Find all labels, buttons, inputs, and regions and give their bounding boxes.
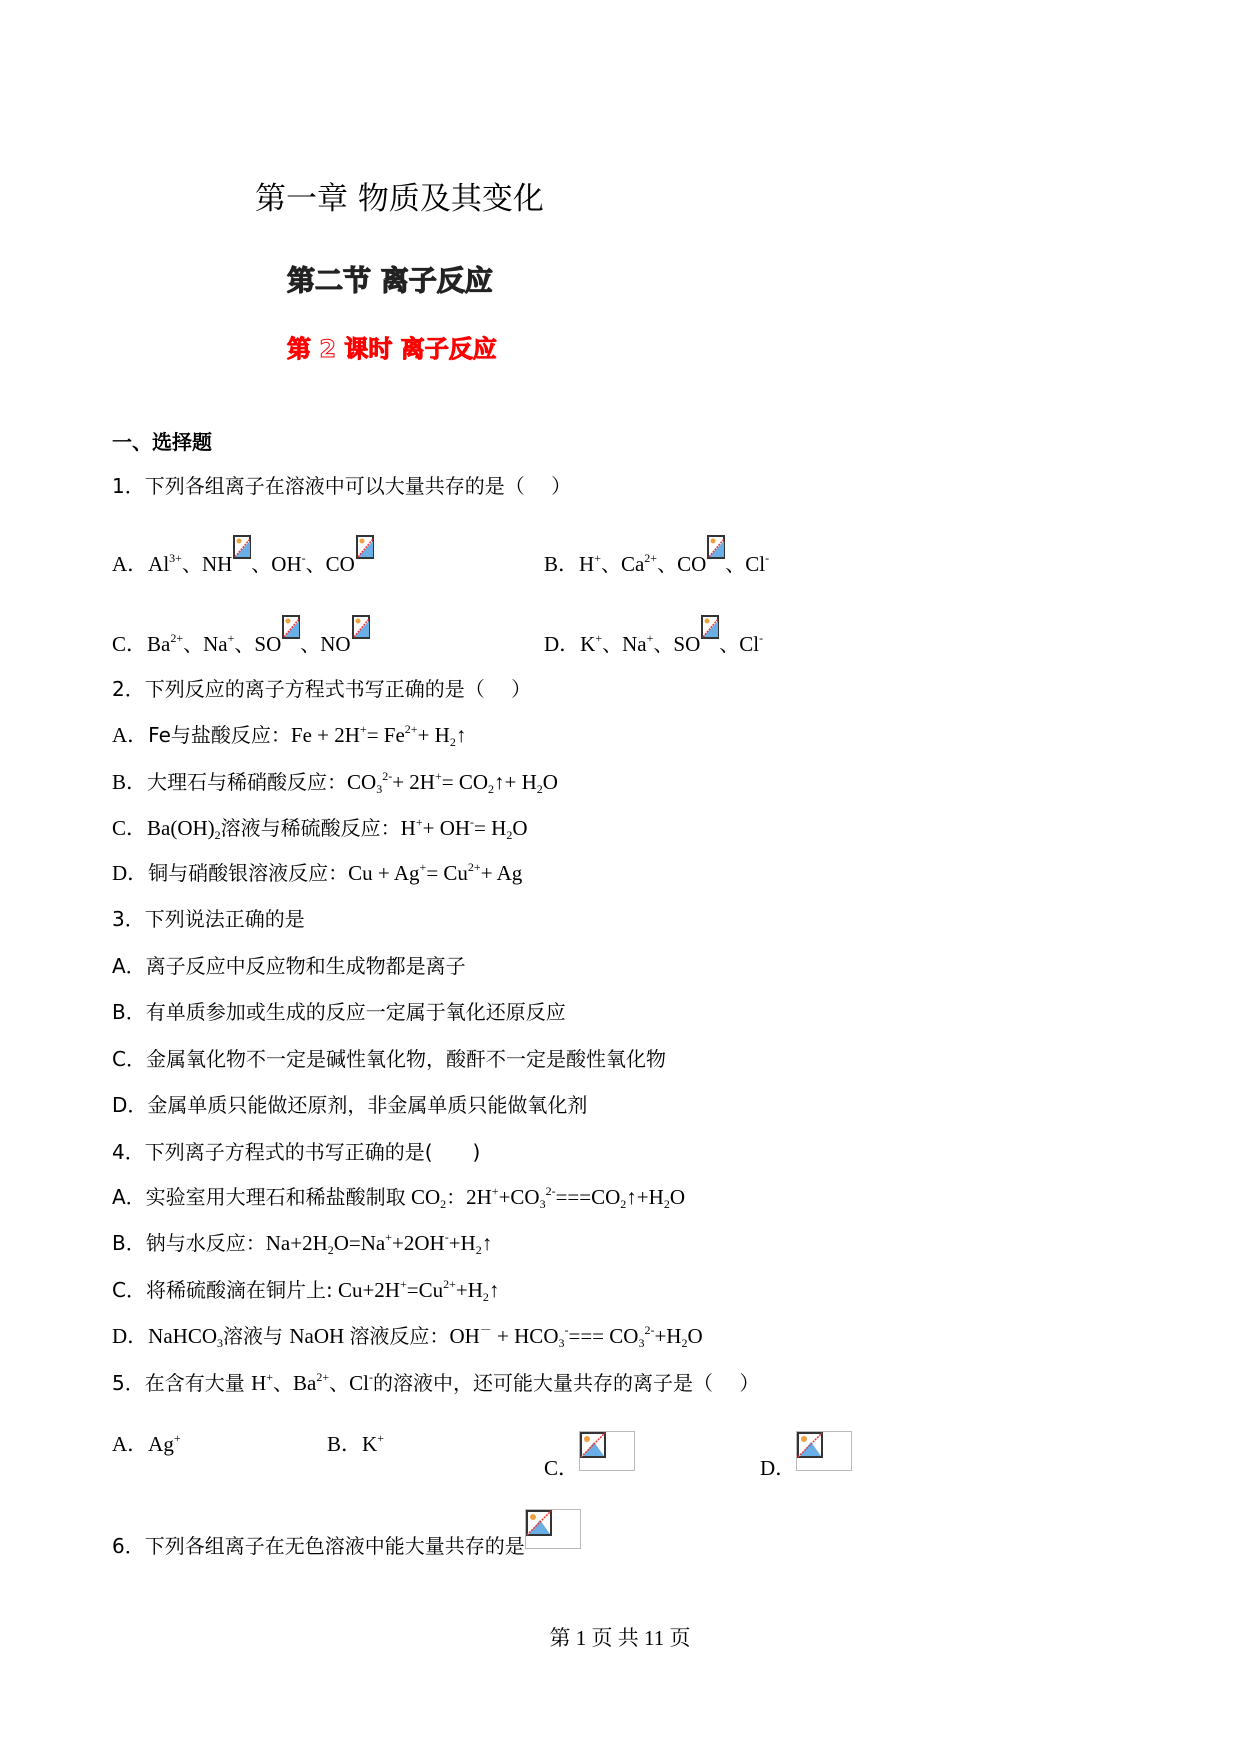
text-run: Cu+2H xyxy=(332,1278,400,1302)
text-run: O xyxy=(542,770,558,794)
superscript: 2+ xyxy=(170,631,184,645)
text-run: 2．下列反应的离子方程式书写正确的是（ ） xyxy=(112,677,532,701)
part-heading: 一、选择题 xyxy=(112,430,212,454)
broken-image-icon xyxy=(707,535,725,575)
broken-image-icon xyxy=(282,615,300,655)
text-run: B．K xyxy=(327,1432,378,1456)
text-run: O xyxy=(687,1324,703,1348)
text-run: NH xyxy=(201,552,233,576)
text-run: Cl xyxy=(349,1371,369,1395)
option-q4-c xyxy=(112,1277,499,1303)
text-run: NaOH xyxy=(289,1324,350,1348)
text-run: 、 xyxy=(300,632,321,656)
option-q3-c xyxy=(112,1046,666,1072)
subscript: 3 xyxy=(217,1336,223,1350)
question-q4 xyxy=(112,1139,480,1165)
text-run: 、 xyxy=(719,632,740,656)
option-q1-a xyxy=(112,535,374,577)
subscript: 2 xyxy=(663,1197,670,1211)
subscript: 2 xyxy=(482,1290,489,1304)
option-q2-d xyxy=(112,860,522,886)
text-run: +H xyxy=(448,1231,476,1255)
broken-image-icon xyxy=(356,535,374,575)
text-run: 、 xyxy=(305,552,326,576)
text-run: C．Ba xyxy=(112,632,171,656)
text-run: 、 xyxy=(657,552,678,576)
option-q3-b xyxy=(112,999,566,1025)
text-run: = H xyxy=(474,816,507,840)
text-run: +H xyxy=(654,1324,682,1348)
superscript: - xyxy=(765,551,770,565)
text-run: D． xyxy=(112,861,149,885)
text-run: C． xyxy=(544,1456,580,1480)
text-run: C．将稀硫酸滴在铜片上: xyxy=(112,1278,333,1302)
subscript: 2 xyxy=(536,782,543,796)
text-run: D．金属单质只能做还原剂，非金属单质只能做氧化剂 xyxy=(112,1093,588,1117)
text-run: ↑+ H xyxy=(494,770,537,794)
superscript: + xyxy=(227,631,235,645)
subscript: 2 xyxy=(449,735,456,749)
text-run: SO xyxy=(673,632,701,656)
text-run: C．Ba(OH) xyxy=(112,816,215,840)
text-run: Na xyxy=(622,632,647,656)
text-run: Cl xyxy=(745,552,766,576)
subscript: 3 xyxy=(638,1336,645,1350)
text-run: === CO xyxy=(568,1324,639,1348)
subscript: 2 xyxy=(620,1197,627,1211)
text-run: 大理石与稀硝酸反应： xyxy=(147,770,348,794)
text-run: Na+2H xyxy=(265,1231,328,1255)
subscript: 2 xyxy=(214,828,221,842)
option-q5-a xyxy=(112,1431,181,1457)
superscript: 2+ xyxy=(316,1370,330,1384)
superscript: + xyxy=(385,1230,393,1244)
text-run: =Cu xyxy=(406,1278,444,1302)
subscript: 2 xyxy=(488,782,495,796)
text-run: B．H xyxy=(544,552,595,576)
text-run: 、 xyxy=(251,552,272,576)
option-q2-c xyxy=(112,815,527,841)
text-run: CO xyxy=(405,1185,441,1209)
page-footer: 第 1 页 共 11 页 xyxy=(549,1626,691,1650)
text-run: 溶液与 xyxy=(223,1324,290,1348)
text-run: ↑ xyxy=(481,1231,493,1255)
text-run: + HCO xyxy=(491,1324,559,1348)
text-run: 的溶液中，还可能大量共存的离子是（ ） xyxy=(373,1371,760,1395)
text-run: O=Na xyxy=(333,1231,386,1255)
option-q5-d xyxy=(760,1431,852,1481)
option-q3-d xyxy=(112,1092,587,1118)
text-run: Fe + 2H xyxy=(290,723,360,747)
text-run: ↑ xyxy=(455,723,467,747)
superscript: - xyxy=(369,1370,373,1384)
text-run: CO xyxy=(677,552,707,576)
superscript: - xyxy=(301,551,306,565)
text-run: 、 xyxy=(273,1371,294,1395)
broken-image-icon xyxy=(525,1509,581,1549)
option-q1-c xyxy=(112,615,370,657)
option-q5-b xyxy=(327,1431,384,1457)
text-run: +2OH xyxy=(392,1231,445,1255)
text-run: 、 xyxy=(234,632,255,656)
option-q1-b xyxy=(544,535,769,577)
superscript: + xyxy=(434,769,442,783)
text-run: + 2H xyxy=(392,770,435,794)
text-run: C．金属氧化物不一定是碱性氧化物，酸酐不一定是酸性氧化物 xyxy=(112,1047,666,1071)
option-q2-b xyxy=(112,769,558,795)
option-q5-c xyxy=(544,1431,635,1481)
option-q1-d xyxy=(544,615,763,657)
text-run: A．Al xyxy=(112,552,170,576)
text-run: 铜与硝酸银溶液反应： xyxy=(148,861,349,885)
broken-image-icon xyxy=(701,615,719,655)
text-run: + OH xyxy=(422,816,471,840)
superscript: - xyxy=(444,1230,449,1244)
superscript: + xyxy=(173,1431,181,1445)
text-run: B． xyxy=(112,770,148,794)
superscript: + xyxy=(594,551,601,565)
text-run: 1．下列各组离子在溶液中可以大量共存的是（ ） xyxy=(112,474,572,498)
text-run: CO xyxy=(347,770,377,794)
superscript: + xyxy=(377,1431,384,1445)
text-run: = Fe xyxy=(366,723,405,747)
text-run: A． xyxy=(112,723,149,747)
text-run: 6．下列各组离子在无色溶液中能大量共存的是 xyxy=(112,1534,525,1558)
subscript: 3 xyxy=(539,1197,546,1211)
superscript: － xyxy=(479,1323,492,1337)
subscript: 3 xyxy=(558,1336,565,1350)
superscript: 2+ xyxy=(404,722,418,736)
superscript: - xyxy=(564,1323,569,1337)
question-q2 xyxy=(112,676,531,702)
chapter-title: 第一章 物质及其变化 xyxy=(255,181,544,217)
broken-image-icon xyxy=(352,615,370,655)
superscript: + xyxy=(415,815,423,829)
superscript: 2+ xyxy=(644,551,658,565)
text-run: Na xyxy=(203,632,228,656)
option-q4-b xyxy=(112,1230,492,1256)
superscript: + xyxy=(491,1184,499,1198)
text-run: ↑+H xyxy=(626,1185,664,1209)
question-q1 xyxy=(112,473,571,499)
superscript: + xyxy=(646,631,654,645)
text-run: = CO xyxy=(441,770,489,794)
text-run: D．NaHCO xyxy=(112,1324,217,1348)
text-run: 3．下列说法正确的是 xyxy=(112,907,305,931)
text-run: Ba xyxy=(293,1371,317,1395)
superscript: + xyxy=(266,1370,274,1384)
text-run: OH xyxy=(449,1324,480,1348)
text-run: SO xyxy=(254,632,282,656)
broken-image-icon xyxy=(796,1431,852,1471)
text-run: 、 xyxy=(329,1371,350,1395)
text-run: + Ag xyxy=(480,861,523,885)
subscript: 2 xyxy=(475,1243,482,1257)
section-title: 第二节 离子反应 xyxy=(287,264,493,297)
text-run: O xyxy=(512,816,528,840)
text-run: 、 xyxy=(600,552,621,576)
text-run: A．Ag xyxy=(112,1432,174,1456)
subscript: 3 xyxy=(376,782,383,796)
subscript: 2 xyxy=(506,828,513,842)
subscript: 2 xyxy=(440,1197,447,1211)
subscript: 2 xyxy=(681,1336,688,1350)
broken-image-icon xyxy=(233,535,251,575)
text-run: 、 xyxy=(725,552,746,576)
text-run: H xyxy=(400,816,416,840)
text-run: D．K xyxy=(544,632,596,656)
superscript: + xyxy=(359,722,367,736)
text-run: + H xyxy=(417,723,450,747)
text-run: H xyxy=(251,1371,267,1395)
option-q3-a xyxy=(112,953,466,979)
text-run: Ca xyxy=(620,552,645,576)
text-run: 5．在含有大量 xyxy=(112,1371,252,1395)
superscript: + xyxy=(399,1277,407,1291)
text-run: O xyxy=(669,1185,685,1209)
option-q4-d xyxy=(112,1323,703,1349)
superscript: 3+ xyxy=(169,551,182,565)
text-run: +H xyxy=(455,1278,483,1302)
superscript: 2- xyxy=(644,1323,655,1337)
superscript: 2- xyxy=(545,1184,556,1198)
text-run: Fe与盐酸反应： xyxy=(148,723,291,747)
text-run: 4．下列离子方程式的书写正确的是( ) xyxy=(112,1140,481,1164)
text-run: ===CO xyxy=(555,1185,621,1209)
superscript: - xyxy=(759,631,764,645)
superscript: - xyxy=(470,815,475,829)
text-run: B．钠与水反应： xyxy=(112,1231,266,1255)
text-run: A．实验室用大理石和稀盐酸制取 xyxy=(112,1185,406,1209)
superscript: 2- xyxy=(382,769,393,783)
question-q6 xyxy=(112,1509,581,1559)
superscript: 2+ xyxy=(443,1277,456,1291)
text-run: A．离子反应中反应物和生成物都是离子 xyxy=(112,954,466,978)
text-run: 、 xyxy=(181,552,202,576)
text-run: = Cu xyxy=(426,861,468,885)
text-run: 溶液与稀硫酸反应： xyxy=(220,816,401,840)
lesson-title: 第 2 课时 离子反应 xyxy=(287,335,497,363)
text-run: Cl xyxy=(739,632,760,656)
text-run: ： xyxy=(446,1185,467,1209)
text-run: Cu + Ag xyxy=(348,861,420,885)
superscript: + xyxy=(419,860,427,874)
option-q2-a xyxy=(112,722,466,748)
text-run: CO xyxy=(325,552,355,576)
text-run: ↑ xyxy=(488,1278,500,1302)
text-run: NO xyxy=(320,632,351,656)
text-run: 、 xyxy=(602,632,623,656)
text-run: 2H xyxy=(466,1185,492,1209)
question-q5 xyxy=(112,1370,759,1396)
text-run: 溶液反应： xyxy=(349,1324,450,1348)
text-run: B．有单质参加或生成的反应一定属于氧化还原反应 xyxy=(112,1000,566,1024)
text-run: 、 xyxy=(183,632,204,656)
text-run: OH xyxy=(271,552,302,576)
text-run: 、 xyxy=(653,632,674,656)
superscript: + xyxy=(595,631,603,645)
text-run: D． xyxy=(760,1456,797,1480)
subscript: 2 xyxy=(327,1243,334,1257)
option-q4-a xyxy=(112,1184,685,1210)
question-q3 xyxy=(112,906,305,932)
text-run: +CO xyxy=(498,1185,540,1209)
broken-image-icon xyxy=(579,1431,635,1471)
superscript: 2+ xyxy=(467,860,481,874)
